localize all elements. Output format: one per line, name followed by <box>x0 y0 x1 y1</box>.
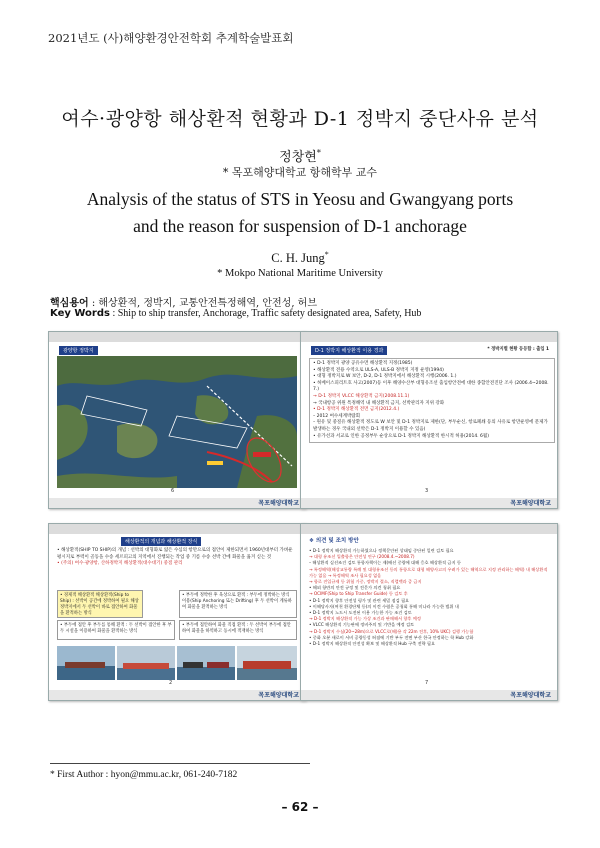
slide-band <box>301 524 557 534</box>
slide-line: • VLCC 해상환적 기능판에 정비주의 및 기반을 예정 검토 <box>309 622 415 628</box>
korean-affiliation: * 목포해양대학교 항해학부 교수 <box>222 166 378 179</box>
university-logo: 목포해양대학교 <box>258 500 299 507</box>
slide-line: • 해상환적(SHIP TO SHIP)의 개념 : 선박의 대형화로 얇은 수심의 항만으로의 접안이 제한되면서 1960년대부터 가벼운 평시지로 부력이 골동을 수송 세르피고의 지역에서 진행되는 작업 중 기름 수송 선박 간에 화물을 옮겨 싣는 것 <box>57 548 293 560</box>
korean-author <box>0 146 600 165</box>
slide-sts-concept <box>48 523 306 701</box>
sts-photos-image <box>57 646 297 680</box>
slide-body <box>309 358 555 443</box>
slide-band <box>49 524 305 534</box>
slide-line: → D-1 정박지 해상환적 가능 가상 조건과 판매해서 향후 예정 <box>309 616 421 622</box>
slide-line: • D-1 정박지 향후 안전성 평가 및 관련 세밀 점검 필요 <box>309 597 410 603</box>
slide-line: • 해외 항만의 안전 규정 및 전문가 의견 청취 필요 <box>309 585 401 591</box>
korean-title: 여수·광양항 해상환적 현황과 D-1 정박지 중단사유 분석 <box>61 108 539 130</box>
english-title <box>0 186 600 240</box>
slide-d1-history <box>300 331 558 509</box>
slide-body <box>57 548 297 568</box>
english-author-name: C. H. Jung <box>271 251 325 266</box>
slide-line: – 원유 및 중질유 해상환적 정도로 W 보안 및 D-1 정박지로 제한(단, 부두순신, 항로폐쇄 등의 사유로 항만운영에 문제가 발생하는 경우 국내외 선박은 D-1 정박지 이용할 수 있음) <box>313 420 548 432</box>
english-keywords <box>50 308 421 319</box>
sts-method-box: • 경제적 해상환적 해상환적(Ship to Ship) : 선박이 공간에 정박하여 필요 해상 정박지에서 두 선박이 바로 접안하여 화물을 환적하는 방식 <box>57 590 143 618</box>
slide-title: ❖ 의견 및 조치 방안 <box>309 538 359 544</box>
sts-method-box: • 부두에 접안 후 부두를 통해 환적 : 두 선박이 접안한 후 부두 시설을 이용하여 화물을 환적하는 방식 <box>57 620 175 640</box>
anchorage-map-image <box>57 356 297 488</box>
english-keywords-text: : Ship to ship transfer, Anchorage, Traffic safety designated area, Safety, Hub <box>109 308 422 319</box>
slide-band <box>301 332 557 342</box>
slide-line: • 허베이스피리트호 사고(2007)등 이후 해양수산부 대형유조선 출입항안전에 대한 종합안전진단 조사 (2006.4~2008. 7.) <box>313 380 549 393</box>
footnote-rule <box>50 763 310 764</box>
sts-method-box: • 부두에 접안하여 화물 직접 환적 : 두 선박이 부두에 접안하여 화물을 하역하고 동시에 적재하는 방식 <box>179 620 297 640</box>
slide-anchorage-map <box>48 331 306 509</box>
slide-title: 광양항 정박지 <box>59 346 98 355</box>
slide-opinions-measures <box>300 523 558 701</box>
university-logo: 목포해양대학교 <box>510 692 551 699</box>
footnote: * First Author : hyon@mmu.ac.kr, 061-240-7182 <box>50 770 238 780</box>
slide-page-number: 3 <box>425 488 429 494</box>
slide-page-number: 2 <box>169 680 173 686</box>
slide-line: → 대형 유조선 입출항은 안전성 연구 (2008.4.~2008.7) <box>309 554 415 560</box>
slide-line: → 항로 진입규제 등 위험 가중, 정박지 절소, 직렬뱃과 증 금지 <box>309 579 422 585</box>
slide-line: • D-1 정박지 광양 공유수면 해상환적 지정(1985) <box>313 361 413 366</box>
slide-line: • D-1 정박지 해상환적 가능하였으나 정책문안된 상태임 중단된 일련 검토 필요 <box>309 548 454 553</box>
slide-line: – 2012 여수세계박람회 <box>313 413 360 419</box>
slide-title: D-1 정박지 해상환적 이용 경과 <box>311 346 387 355</box>
slide-line: • 이해당사자(여천 환경단체 등)의 이견 수렴은 공청회 통해 미나라 가능한 범위 내 <box>309 603 459 609</box>
english-affiliation: * Mokpo National Maritime University <box>217 268 383 279</box>
english-title-line2: and the reason for suspension of D-1 anchorage <box>133 216 467 236</box>
korean-author-name: 정창현 <box>279 150 317 165</box>
slide-line: • 해상환적 전용 수역으로 ULS-A, ULS-B 정박지 지정 운영(1994) <box>313 367 444 373</box>
korean-keywords <box>50 294 317 309</box>
slide-line: → D-1 정박지 VLCC 해상환적 금지(2008.11.1) <box>313 393 410 399</box>
slide-line: → 특정해역(해상교통량 특례 및 대형유조선 등의 통항으로 대형 해양사고의 우려가 있는 해역으로 지정 관리하는 해역) 내 해상환적 가능 없음 → 특정해역 조사 필요성 없음 <box>309 566 548 578</box>
slide-line: • D-1 정박지 해상환적 전면 금지(2012.4.) <box>313 407 400 413</box>
university-logo: 목포해양대학교 <box>258 692 299 699</box>
slide-title: 해상환적의 개념과 해상환적 장식 <box>121 537 201 546</box>
slide-line: → OCIMF(Ship to Ship Transfer Guide) 등 검토 후 <box>309 591 408 597</box>
slide-line: → 국내항공 위원 특정해역 내 해상환적 금지, 선박관리자 지위 강화 <box>313 400 445 406</box>
korean-keywords-text: : 해상환적, 정박지, 교통안전특정해역, 안전성, 허브 <box>88 298 317 309</box>
slide-line: • 중화 오분 새로이 서비 공량동성 허점에 기반 부두 전면 부산 한국 안정하는 학 Hub 강화 <box>309 634 474 640</box>
conference-header: 2021년도 (사)해양환경안전학회 추계학술발표회 <box>48 31 294 45</box>
english-author-mark: * <box>324 250 329 259</box>
slide-line: → D-1 정박지 수심(20~28m)으로 VLCC로(해)용 각 22m 전후, 10% UKC) 검행 가능함 <box>309 628 474 634</box>
slide-line: • 대형 정박지로 W 보안, D-2, D-1 정박지에서 해상환적 시행(2006. 1.) <box>313 374 457 380</box>
slide-line: • 유가선과 서교로 인한 공정부두 순상으로 D-1 정박지 해상환적 한시적 허용(2014. 6월) <box>313 433 490 439</box>
slide-body <box>309 548 549 647</box>
slide-note: * 정박지별 현황 등등함 : 출입 1 <box>487 347 549 352</box>
sts-method-box: • 부두에 정박한 후 육상으로 환적 : 부두에 정박하는 방식 이용(Ship Anchoring 또는 Drifting) 후 두 선박이 계류하여 화물을 환적하는 방식 <box>179 590 297 618</box>
university-logo: 목포해양대학교 <box>510 500 551 507</box>
slide-page-number: 6 <box>171 488 175 494</box>
english-author <box>0 250 600 266</box>
slide-line: • D-1 정박지 해상환적 안전성 확보 및 해상환적 Hub 구축 전략 필요 <box>309 641 436 647</box>
english-title-line1: Analysis of the status of STS in Yeosu and Gwangyang ports <box>86 189 514 209</box>
slide-band <box>49 332 305 342</box>
slide-line: • D-1 정박지 노드시 도전된 이용 가능한 가능 조건 검토 <box>309 610 412 616</box>
slide-line: • (주의) 여수·광양항, 산하정박지 해상환적(대수대기) 중점 관리 <box>57 561 183 567</box>
slide-page-number: 7 <box>425 680 429 686</box>
english-keywords-label: Key Words <box>50 308 110 319</box>
korean-author-mark: * <box>316 148 321 158</box>
slide-line: – 해상환적 실선조건 검토 통항자책이는 제(배선 중량에 대해 응호 해상환적 금지 등 <box>309 560 461 566</box>
korean-keywords-label: 핵심용어 <box>50 298 89 309</box>
page-number: – 62 – <box>281 800 319 814</box>
